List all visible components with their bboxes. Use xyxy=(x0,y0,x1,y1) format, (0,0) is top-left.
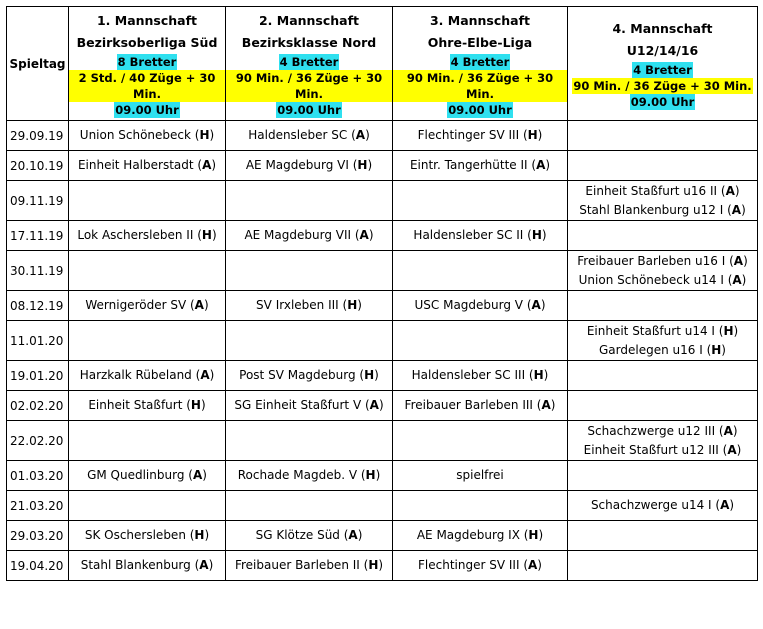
time-control: 90 Min. / 36 Züge + 30 Min. xyxy=(573,78,752,93)
team-title: 2. Mannschaft xyxy=(258,12,360,28)
schedule-row xyxy=(7,251,758,291)
opponent-name: Harzkalk Rübeland xyxy=(79,368,192,382)
schedule-body xyxy=(7,121,758,581)
home-away-marker: A xyxy=(725,183,735,198)
date-cell: 09.11.19 xyxy=(7,181,69,221)
home-away-marker: H xyxy=(711,342,722,357)
match-entry: SG Einheit Staßfurt V (A) xyxy=(234,398,384,412)
team-3-match-cell xyxy=(393,491,568,521)
team-4-match-cell xyxy=(568,361,758,391)
team-2-match-cell xyxy=(226,491,393,521)
match-entry: Flechtinger SV III (A) xyxy=(418,558,542,572)
home-away-marker: A xyxy=(199,558,209,572)
date-cell: 21.03.20 xyxy=(7,491,69,521)
schedule-row xyxy=(7,291,758,321)
team-1-match-cell xyxy=(69,421,226,461)
match-entry: Stahl Blankenburg u12 I (A) xyxy=(579,202,746,217)
match-entry: Einheit Staßfurt (H) xyxy=(88,398,206,412)
home-away-marker: A xyxy=(348,528,358,542)
match-entry: Rochade Magdeb. V (H) xyxy=(237,468,381,482)
opponent-name: Freibauer Barleben u16 I xyxy=(577,253,726,268)
team-4-header xyxy=(568,7,758,121)
team-2-match-cell xyxy=(226,361,393,391)
team-2-match-cell xyxy=(226,291,393,321)
match-entry: SG Klötze Süd (A) xyxy=(255,528,363,542)
opponent-name: Freibauer Barleben III xyxy=(404,398,533,412)
team-1-match-cell xyxy=(69,151,226,181)
team-title: 4. Mannschaft xyxy=(612,20,713,36)
opponent-name: Lok Aschersleben II xyxy=(77,228,194,242)
home-away-marker: H xyxy=(194,528,205,542)
home-away-marker: H xyxy=(347,298,358,312)
match-entry: Gardelegen u16 I (H) xyxy=(599,342,726,357)
schedule-row xyxy=(7,551,758,581)
team-3-match-cell xyxy=(393,421,568,461)
home-away-marker: A xyxy=(355,128,366,142)
start-time: 09.00 Uhr xyxy=(448,102,512,117)
match-entry: GM Quedlinburg (A) xyxy=(87,468,207,482)
home-away-marker: H xyxy=(199,128,210,142)
home-away-marker: A xyxy=(200,368,210,382)
team-2-match-cell xyxy=(226,251,393,291)
team-2-match-cell xyxy=(226,391,393,421)
opponent-name: Einheit Halberstadt xyxy=(77,158,194,172)
boards-badge: 4 Bretter xyxy=(633,62,692,77)
team-4-match-cell xyxy=(568,181,758,221)
team-3-header xyxy=(393,7,568,121)
opponent-name: Einheit Staßfurt xyxy=(88,398,183,412)
time-control: 2 Std. / 40 Züge + 30 Min. xyxy=(69,70,225,102)
opponent-name: Stahl Blankenburg u12 I xyxy=(579,202,724,217)
match-entry: Flechtinger SV III (H) xyxy=(417,128,543,142)
team-3-match-cell xyxy=(393,221,568,251)
match-entry: Haldensleber SC (A) xyxy=(248,128,370,142)
time-control: 90 Min. / 36 Züge + 30 Min. xyxy=(226,70,392,102)
match-entry: Einheit Staßfurt u12 III (A) xyxy=(583,442,742,457)
match-entry: SV Irxleben III (H) xyxy=(256,298,362,312)
match-entry: Harzkalk Rübeland (A) xyxy=(79,368,215,382)
home-away-marker: A xyxy=(194,298,204,312)
schedule-row xyxy=(7,461,758,491)
team-2-match-cell xyxy=(226,551,393,581)
opponent-name: Eintr. Tangerhütte II xyxy=(409,158,528,172)
home-away-marker: A xyxy=(732,272,742,287)
home-away-marker: A xyxy=(720,498,730,512)
match-entry: Freibauer Barleben u16 I (A) xyxy=(577,253,748,268)
match-entry: Stahl Blankenburg (A) xyxy=(80,558,214,572)
team-4-match-cell xyxy=(568,551,758,581)
team-4-match-cell xyxy=(568,221,758,251)
boards-badge: 8 Bretter xyxy=(117,54,177,69)
team-3-match-cell xyxy=(393,151,568,181)
team-4-match-cell xyxy=(568,121,758,151)
opponent-name: Union Schönebeck u14 I xyxy=(578,272,724,287)
team-4-match-cell xyxy=(568,391,758,421)
match-entry: Haldensleber SC II (H) xyxy=(413,228,547,242)
opponent-name: Einheit Staßfurt u16 II xyxy=(585,183,718,198)
schedule-row xyxy=(7,221,758,251)
opponent-name: AE Magdeburg VI xyxy=(245,158,349,172)
schedule-row xyxy=(7,421,758,461)
home-away-marker: H xyxy=(364,368,375,382)
opponent-name: USC Magdeburg V xyxy=(414,298,524,312)
opponent-name: SG Klötze Süd xyxy=(255,528,340,542)
home-away-marker: H xyxy=(723,323,734,338)
home-away-marker: A xyxy=(192,468,203,482)
opponent-name: Rochade Magdeb. V xyxy=(237,468,358,482)
spieltag-header: Spieltag xyxy=(7,7,69,121)
start-time: 09.00 Uhr xyxy=(277,102,341,117)
schedule-table xyxy=(6,6,758,581)
opponent-name: Wernigeröder SV xyxy=(85,298,187,312)
match-entry: Schachzwerge u12 III (A) xyxy=(587,423,738,438)
team-4-match-cell xyxy=(568,491,758,521)
opponent-name: Flechtinger SV III xyxy=(417,128,520,142)
home-away-marker: A xyxy=(541,398,551,412)
home-away-marker: H xyxy=(368,558,379,572)
team-1-match-cell xyxy=(69,251,226,291)
match-entry: SK Oschersleben (H) xyxy=(84,528,210,542)
team-4-match-cell xyxy=(568,151,758,181)
opponent-name: Haldensleber SC II xyxy=(413,228,524,242)
team-4-match-cell xyxy=(568,291,758,321)
home-away-marker: H xyxy=(528,528,539,542)
home-away-marker: A xyxy=(531,298,541,312)
match-entry: AE Magdeburg VII (A) xyxy=(244,228,374,242)
date-cell: 01.03.20 xyxy=(7,461,69,491)
match-entry: AE Magdeburg VI (H) xyxy=(245,158,373,172)
team-1-header xyxy=(69,7,226,121)
team-title: 1. Mannschaft xyxy=(96,12,198,28)
home-away-marker: A xyxy=(359,228,369,242)
match-entry xyxy=(393,466,567,485)
time-control: 90 Min. / 36 Züge + 30 Min. xyxy=(393,70,567,102)
team-2-match-cell xyxy=(226,181,393,221)
opponent-name: Freibauer Barleben II xyxy=(234,558,360,572)
header-row xyxy=(7,7,758,121)
match-entry: Einheit Halberstadt (A) xyxy=(77,158,217,172)
match-entry: Haldensleber SC III (H) xyxy=(411,368,549,382)
start-time: 09.00 Uhr xyxy=(115,102,179,117)
team-1-match-cell xyxy=(69,551,226,581)
team-4-match-cell xyxy=(568,521,758,551)
team-3-match-cell xyxy=(393,291,568,321)
opponent-name: Union Schönebeck xyxy=(79,128,191,142)
team-3-match-cell xyxy=(393,521,568,551)
date-cell: 20.10.19 xyxy=(7,151,69,181)
date-cell: 02.02.20 xyxy=(7,391,69,421)
home-away-marker: H xyxy=(527,128,538,142)
opponent-name: SV Irxleben III xyxy=(256,298,339,312)
date-cell: 11.01.20 xyxy=(7,321,69,361)
team-3-match-cell xyxy=(393,361,568,391)
home-away-marker: H xyxy=(201,228,212,242)
home-away-marker: H xyxy=(365,468,376,482)
team-3-match-cell xyxy=(393,321,568,361)
date-cell: 29.09.19 xyxy=(7,121,69,151)
match-entry: Freibauer Barleben II (H) xyxy=(234,558,384,572)
team-2-match-cell xyxy=(226,221,393,251)
match-entry: Union Schönebeck (H) xyxy=(79,128,215,142)
team-3-match-cell xyxy=(393,251,568,291)
home-away-marker: H xyxy=(533,368,544,382)
opponent-name: SG Einheit Staßfurt V xyxy=(234,398,362,412)
home-away-marker: A xyxy=(731,202,742,217)
schedule-row xyxy=(7,181,758,221)
team-1-match-cell xyxy=(69,361,226,391)
home-away-marker: A xyxy=(733,253,744,268)
opponent-name: Haldensleber SC xyxy=(248,128,348,142)
schedule-row xyxy=(7,321,758,361)
team-4-match-cell xyxy=(568,421,758,461)
team-league: U12/14/16 xyxy=(626,42,699,58)
date-cell: 17.11.19 xyxy=(7,221,69,251)
home-away-marker: A xyxy=(202,158,212,172)
match-entry: Post SV Magdeburg (H) xyxy=(239,368,379,382)
match-entry: USC Magdeburg V (A) xyxy=(414,298,546,312)
opponent-name: AE Magdeburg IX xyxy=(416,528,520,542)
schedule-row xyxy=(7,491,758,521)
team-3-match-cell xyxy=(393,461,568,491)
team-4-match-cell xyxy=(568,461,758,491)
home-away-marker: H xyxy=(190,398,201,412)
team-3-match-cell xyxy=(393,181,568,221)
schedule-row xyxy=(7,121,758,151)
team-2-match-cell xyxy=(226,151,393,181)
opponent-name: Schachzwerge u14 I xyxy=(590,498,712,512)
boards-badge: 4 Bretter xyxy=(279,54,339,69)
home-away-marker: H xyxy=(531,228,542,242)
home-away-marker: A xyxy=(723,423,733,438)
match-entry: Einheit Staßfurt u16 II (A) xyxy=(585,183,740,198)
opponent-name: Flechtinger SV III xyxy=(418,558,520,572)
home-away-marker: A xyxy=(536,158,546,172)
schedule-row xyxy=(7,521,758,551)
team-1-match-cell xyxy=(69,181,226,221)
team-2-match-cell xyxy=(226,421,393,461)
home-away-marker: A xyxy=(528,558,538,572)
opponent-name: AE Magdeburg VII xyxy=(244,228,352,242)
match-entry: AE Magdeburg IX (H) xyxy=(416,528,544,542)
date-cell: 19.04.20 xyxy=(7,551,69,581)
opponent-name: Einheit Staßfurt u14 I xyxy=(586,323,715,338)
date-cell: 29.03.20 xyxy=(7,521,69,551)
opponent-name: Post SV Magdeburg xyxy=(239,368,356,382)
match-entry: Eintr. Tangerhütte II (A) xyxy=(409,158,551,172)
team-2-match-cell xyxy=(226,321,393,361)
match-entry: Freibauer Barleben III (A) xyxy=(404,398,556,412)
team-title: 3. Mannschaft xyxy=(429,12,531,28)
team-2-match-cell xyxy=(226,461,393,491)
boards-badge: 4 Bretter xyxy=(450,54,510,69)
team-3-match-cell xyxy=(393,551,568,581)
team-league: Bezirksoberliga Süd xyxy=(76,34,218,50)
opponent-name: GM Quedlinburg xyxy=(87,468,185,482)
date-cell: 19.01.20 xyxy=(7,361,69,391)
date-cell: 30.11.19 xyxy=(7,251,69,291)
team-2-match-cell xyxy=(226,121,393,151)
home-away-marker: A xyxy=(727,442,737,457)
home-away-marker: H xyxy=(357,158,368,172)
team-1-match-cell xyxy=(69,321,226,361)
schedule-row xyxy=(7,151,758,181)
team-1-match-cell xyxy=(69,121,226,151)
opponent-name: Einheit Staßfurt u12 III xyxy=(583,442,719,457)
match-entry: Wernigeröder SV (A) xyxy=(85,298,209,312)
date-cell: 22.02.20 xyxy=(7,421,69,461)
schedule-row xyxy=(7,361,758,391)
opponent-name: Stahl Blankenburg xyxy=(80,558,195,572)
team-1-match-cell xyxy=(69,391,226,421)
opponent-name: Haldensleber SC III xyxy=(411,368,526,382)
team-1-match-cell xyxy=(69,461,226,491)
opponent-name: SK Oschersleben xyxy=(84,528,186,542)
opponent-name: Gardelegen u16 I xyxy=(599,342,703,357)
start-time: 09.00 Uhr xyxy=(630,94,695,109)
opponent-name: Schachzwerge u12 III xyxy=(587,423,716,438)
home-away-marker: A xyxy=(369,398,379,412)
match-entry: Schachzwerge u14 I (A) xyxy=(590,498,735,512)
team-3-match-cell xyxy=(393,391,568,421)
opponent-name: spielfrei xyxy=(456,468,504,482)
team-2-match-cell xyxy=(226,521,393,551)
match-entry: Einheit Staßfurt u14 I (H) xyxy=(586,323,739,338)
date-cell: 08.12.19 xyxy=(7,291,69,321)
schedule-row xyxy=(7,391,758,421)
team-1-match-cell xyxy=(69,291,226,321)
team-3-match-cell xyxy=(393,121,568,151)
team-1-match-cell xyxy=(69,521,226,551)
team-1-match-cell xyxy=(69,221,226,251)
team-2-header xyxy=(226,7,393,121)
team-4-match-cell xyxy=(568,321,758,361)
match-entry: Lok Aschersleben II (H) xyxy=(77,228,217,242)
team-1-match-cell xyxy=(69,491,226,521)
team-4-match-cell xyxy=(568,251,758,291)
match-entry: Union Schönebeck u14 I (A) xyxy=(578,272,747,287)
team-league: Bezirksklasse Nord xyxy=(241,34,377,50)
team-league: Ohre-Elbe-Liga xyxy=(427,34,533,50)
